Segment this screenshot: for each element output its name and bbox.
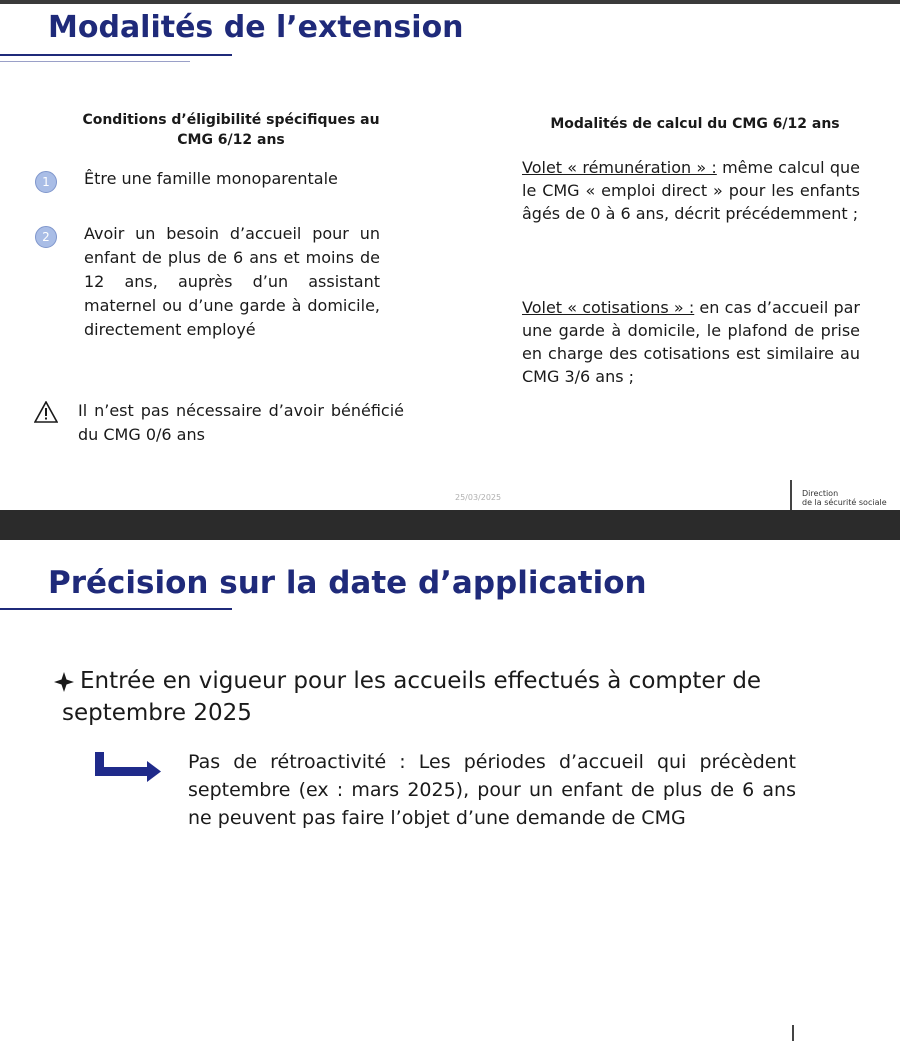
footer-divider	[790, 480, 792, 510]
slide-title: Modalités de l’extension	[48, 10, 464, 45]
bullet-entree-vigueur: Entrée en vigueur pour les accueils effectués à compter de septembre 2025	[62, 668, 762, 726]
footer-date: 25/03/2025	[455, 493, 502, 502]
volet-remuneration-label: Volet « rémunération » :	[522, 158, 717, 177]
number-badge-1: 1	[35, 171, 57, 193]
condition-2	[84, 222, 380, 342]
footer-divider	[792, 1025, 794, 1041]
condition-1: Être une famille monoparentale	[84, 169, 338, 188]
slide-title: Précision sur la date d’application	[48, 565, 647, 601]
elbow-arrow-icon	[93, 750, 163, 784]
volet-cotisations-label: Volet « cotisations » :	[522, 298, 695, 317]
slide-separator	[0, 510, 900, 540]
volet-remuneration	[522, 156, 860, 225]
title-underline	[0, 608, 232, 610]
warning-note: Il n’est pas nécessaire d’avoir bénéficié du CMG 0/6 ans	[78, 401, 404, 444]
title-underline	[0, 54, 232, 56]
slide-modalites	[0, 0, 900, 510]
calcul-heading: Modalités de calcul du CMG 6/12 ans	[550, 116, 840, 132]
warning-triangle-icon	[34, 401, 58, 423]
condition-2-text: Avoir un besoin d’accueil pour un enfant de plus de 6 ans et moins de 12 ans, auprès d’un assistant maternel ou d’une garde à domicile, directement employé	[84, 224, 380, 339]
volet-remuneration-text: même calcul que le CMG « emploi direct » pour les enfants âgés de 0 à 6 ans, décrit précédemment ;	[522, 158, 860, 223]
footer-org-line1: Direction	[802, 489, 839, 498]
title-underline-secondary	[0, 61, 190, 62]
eligibility-heading: Conditions d’éligibilité spécifiques au CMG 6/12 ans	[82, 112, 380, 148]
footer-organization	[802, 489, 887, 507]
volet-cotisations-text: en cas d’accueil par une garde à domicile, le plafond de prise en charge des cotisations est similaire au CMG 3/6 ans ;	[522, 298, 860, 386]
sub-point-retroactivite: Pas de rétroactivité : Les périodes d’accueil qui précèdent septembre (ex : mars 2025), pour un enfant de plus de 6 ans ne peuvent pas faire l’objet d’une demande de CMG	[188, 751, 796, 829]
volet-cotisations	[522, 296, 860, 388]
footer-org-line2: de la sécurité sociale	[802, 498, 887, 507]
slide-date-application	[0, 540, 900, 1041]
number-badge-2: 2	[35, 226, 57, 248]
